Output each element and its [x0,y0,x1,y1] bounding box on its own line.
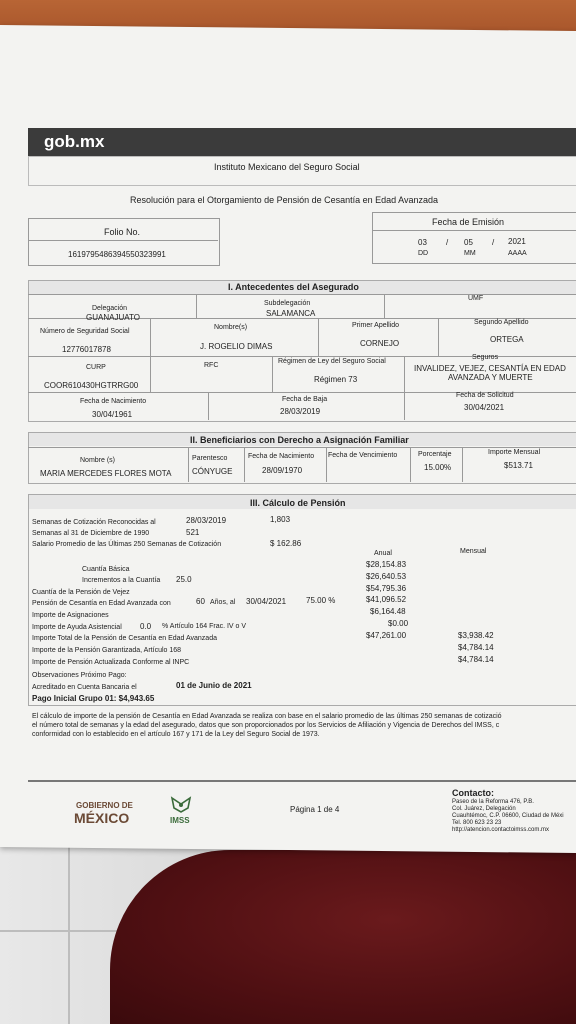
asignaciones-label: Importe de Asignaciones [32,612,109,619]
col-nombre: Nombre (s) [80,457,116,464]
note-line-2: el número total de semanas y la edad del asegurado, datos que son proporcionados por los Servicios de Afiliación y Vigencia de Derechos del IMSS, c [32,722,500,729]
delegacion-label: Delegación [92,305,128,312]
ayuda-anual: $0.00 [388,619,409,628]
contact-title: Contacto: [452,788,494,798]
gobmx-logo: gob.mx [44,132,105,151]
solicitud-label: Fecha de Solicitud [456,392,514,399]
emission-date-label: Fecha de Emisión [432,217,505,227]
mensual-header: Mensual [460,548,487,555]
contact-line-2: Col. Juárez, Delegación [452,806,516,812]
acreditado-fecha: 01 de Junio de 2021 [176,681,252,690]
contact-url: http://atencion.contactoimss.com.mx [452,827,550,833]
semanas-1990-valor: 521 [186,528,200,537]
pago-inicial: Pago Inicial Grupo 01: $4,943.65 [32,694,155,703]
vejez-label: Cuantía de la Pensión de Vejez [32,589,130,596]
semanas-1990-label: Semanas al 31 de Diciembre de 1990 [32,530,150,537]
col-importe-mensual: Importe Mensual [488,449,541,456]
cesantia-anios-label: Años, al [210,599,236,606]
col-parentesco: Parentesco [192,455,228,462]
emission-month: 05 [464,238,473,247]
seguros-value-1: INVALIDEZ, VEJEZ, CESANTÍA EN EDAD [414,364,566,373]
garantizada-label: Importe de la Pensión Garantizada, Artículo 168 [32,647,182,654]
beneficiario-porcentaje: 15.00% [424,463,452,472]
emission-day: 03 [418,238,427,247]
note-line-1: El cálculo de importe de la pensión de Cesantía en Edad Avanzada se realiza con base en el salario promedio de las últimas 250 semanas de cotizació [32,713,502,720]
semanas-reconocidas-valor: 1,803 [270,515,291,524]
cesantia-fecha: 30/04/2021 [246,597,287,606]
nacimiento-label: Fecha de Nacimiento [80,398,147,405]
incrementos-porcentaje: 25.0 [176,575,192,584]
ayuda-label: Importe de Ayuda Asistencial [32,624,122,631]
anual-header: Anual [374,550,392,557]
total-mensual: $3,938.42 [458,631,494,640]
rfc-label: RFC [204,362,219,369]
incrementos-label: Incrementos a la Cuantía [82,577,161,584]
section-3-title: III. Cálculo de Pensión [250,498,346,508]
actualizada-mensual: $4,784.14 [458,655,494,664]
col-porcentaje: Porcentaje [418,451,452,458]
curp-value: COOR610430HGTRRG00 [44,381,139,390]
primer-apellido-value: CORNEJO [360,339,400,348]
imss-eagle-icon [170,796,192,814]
beneficiario-nacimiento: 28/09/1970 [262,466,303,475]
primer-apellido-label: Primer Apellido [352,322,400,329]
regimen-value: Régimen 73 [314,375,358,384]
cuantia-basica-label: Cuantía Básica [82,566,130,573]
ayuda-articulo: % Artículo 164 Frac. IV o V [162,623,247,630]
total-label: Importe Total de la Pensión de Cesantía en Edad Avanzada [32,635,217,642]
date-separator: / [492,238,495,247]
cesantia-porcentaje: 75.00 % [306,596,336,605]
col-fecha-vencimiento: Fecha de Vencimiento [328,452,398,459]
nss-label: Número de Seguridad Social [40,328,130,335]
section-1-title: I. Antecedentes del Asegurado [228,282,359,292]
section-2-title: II. Beneficiarios con Derecho a Asignación Familiar [190,435,409,445]
folio-label: Folio No. [104,227,141,237]
umf-label: UMF [468,295,484,302]
gobmx-header-bar [28,128,576,156]
segundo-apellido-value: ORTEGA [490,335,524,344]
institute-name: Instituto Mexicano del Seguro Social [214,162,360,172]
cuantia-basica-anual: $28,154.83 [366,560,407,569]
beneficiario-parentesco: CÓNYUGE [192,467,233,476]
nacimiento-value: 30/04/1961 [92,410,133,419]
contact-line-1: Paseo de la Reforma 476, P.B. [452,799,534,805]
semanas-reconocidas-label: Semanas de Cotización Reconocidas al [32,519,156,526]
aaaa-caption: AAAA [508,250,527,257]
subdelegacion-value: SALAMANCA [266,309,316,318]
cesantia-anual: $41,096.52 [366,595,407,604]
actualizada-label: Importe de Pensión Actualizada Conforme al INPC [32,659,190,666]
note-line-3: conformidad con lo establecido en el artículo 167 y 171 de la Ley del Seguro Social de 1973. [32,731,320,738]
seguros-label: Seguros [472,354,499,361]
semanas-reconocidas-fecha: 28/03/2019 [186,516,227,525]
salario-promedio-valor: $ 162.86 [270,539,302,548]
folio-number: 1619795486394550323991 [68,250,166,259]
baja-value: 28/03/2019 [280,407,321,416]
solicitud-value: 30/04/2021 [464,403,505,412]
gobierno-de-mexico-line-2: MÉXICO [74,810,130,826]
acreditado-label: Acreditado en Cuenta Bancaria el [32,684,137,691]
baja-label: Fecha de Baja [282,396,328,403]
mm-caption: MM [464,250,476,257]
nombre-label: Nombre(s) [214,324,248,331]
asignaciones-anual: $6,164.48 [370,607,406,616]
delegacion-value: GUANAJUATO [86,313,140,322]
regimen-label: Régimen de Ley del Seguro Social [278,358,386,365]
gobierno-de-mexico-line-1: GOBIERNO DE [76,801,133,810]
subdelegacion-label: Subdelegación [264,300,311,307]
contact-line-3: Cuauhtémoc, C.P. 06600, Ciudad de Méxi [452,813,564,819]
seguros-value-2: AVANZADA Y MUERTE [448,373,533,382]
observaciones-label: Observaciones Próximo Pago: [32,672,127,679]
page-number: Página 1 de 4 [290,805,340,814]
total-anual: $47,261.00 [366,631,407,640]
cesantia-anios: 60 [196,597,205,606]
col-fecha-nacimiento: Fecha de Nacimiento [248,453,315,460]
imss-logo-text: IMSS [170,816,190,825]
salario-promedio-label: Salario Promedio de las Últimas 250 Semanas de Cotización [32,541,222,548]
incrementos-anual: $26,640.53 [366,572,407,581]
resolution-title: Resolución para el Otorgamiento de Pensión de Cesantía en Edad Avanzada [130,195,439,205]
emission-year: 2021 [508,237,526,246]
ayuda-valor: 0.0 [140,622,152,631]
dd-caption: DD [418,250,429,257]
nss-value: 12776017878 [62,345,111,354]
beneficiario-importe: $513.71 [504,461,533,470]
date-separator: / [446,238,449,247]
beneficiario-nombre: MARIA MERCEDES FLORES MOTA [40,469,172,478]
nombre-value: J. ROGELIO DIMAS [200,342,273,351]
cesantia-label: Pensión de Cesantía en Edad Avanzada con [32,600,171,607]
vejez-anual: $54,795.36 [366,584,407,593]
curp-label: CURP [86,364,106,371]
garantizada-mensual: $4,784.14 [458,643,494,652]
contact-line-4: Tel. 800 623 23 23 [452,820,502,826]
segundo-apellido-label: Segundo Apellido [474,319,529,326]
